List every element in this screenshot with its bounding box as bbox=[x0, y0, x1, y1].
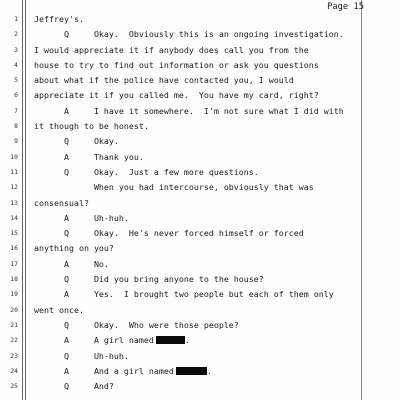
line-number: 16 bbox=[10, 244, 18, 253]
line-text bbox=[34, 303, 84, 318]
transcript-line bbox=[0, 226, 400, 241]
line-text-body: A No. bbox=[34, 258, 109, 269]
transcript-line bbox=[0, 134, 400, 149]
line-number: 7 bbox=[14, 106, 18, 115]
line-text bbox=[34, 287, 334, 302]
line-number: 10 bbox=[10, 152, 18, 161]
line-text bbox=[34, 196, 89, 211]
transcript-line bbox=[0, 119, 400, 134]
line-number: 12 bbox=[10, 183, 18, 192]
line-text-body: Q Okay. Who were those people? bbox=[34, 319, 239, 330]
line-text bbox=[34, 180, 314, 195]
line-text bbox=[34, 333, 190, 348]
line-number: 11 bbox=[10, 167, 18, 176]
redaction-block bbox=[156, 336, 185, 344]
line-number: 3 bbox=[14, 45, 18, 54]
line-number: 22 bbox=[10, 336, 18, 345]
transcript-line bbox=[0, 318, 400, 333]
line-text-body: A And a girl named bbox=[34, 365, 174, 376]
line-text bbox=[34, 364, 212, 379]
line-number: 5 bbox=[14, 76, 18, 85]
line-text-body: Q Okay. He's never forced himself or forced bbox=[34, 228, 304, 239]
transcript-line bbox=[0, 379, 400, 394]
transcript-line bbox=[0, 73, 400, 88]
line-number: 18 bbox=[10, 275, 18, 284]
line-text-body: A Yes. I brought two people but each of them only bbox=[34, 289, 334, 300]
line-text bbox=[34, 119, 149, 134]
line-text bbox=[34, 150, 144, 165]
line-text bbox=[34, 134, 119, 149]
transcript-line bbox=[0, 333, 400, 348]
line-text-body: anything on you? bbox=[34, 243, 114, 254]
line-text bbox=[34, 43, 309, 58]
line-text bbox=[34, 58, 319, 73]
line-text-body: Q Uh-huh. bbox=[34, 350, 129, 361]
line-number: 6 bbox=[14, 91, 18, 100]
line-suffix: . bbox=[184, 335, 190, 346]
transcript-line bbox=[0, 43, 400, 58]
line-number: 14 bbox=[10, 213, 18, 222]
line-number: 8 bbox=[14, 122, 18, 131]
line-text-body: consensual? bbox=[34, 197, 89, 208]
line-text-body: appreciate it if you called me. You have my card, right? bbox=[34, 90, 319, 101]
line-text-body: Q Okay. bbox=[34, 136, 119, 147]
transcript-line bbox=[0, 272, 400, 287]
transcript-line bbox=[0, 241, 400, 256]
line-text-body: Q And? bbox=[34, 381, 114, 392]
transcript-line bbox=[0, 88, 400, 103]
transcript-line bbox=[0, 257, 400, 272]
line-text-body: house to try to find out information or ask you questions bbox=[34, 59, 319, 70]
line-text bbox=[34, 104, 344, 119]
transcript-line bbox=[0, 211, 400, 226]
line-number: 9 bbox=[14, 137, 18, 146]
line-text-body: A I have it somewhere. I'm not sure what I did with bbox=[34, 105, 344, 116]
line-number: 13 bbox=[10, 198, 18, 207]
line-text bbox=[34, 211, 129, 226]
line-number: 23 bbox=[10, 351, 18, 360]
line-text-body: A A girl named bbox=[34, 335, 154, 346]
line-number: 21 bbox=[10, 320, 18, 329]
line-text bbox=[34, 226, 304, 241]
line-text bbox=[34, 27, 344, 42]
transcript-line bbox=[0, 287, 400, 302]
transcript-line bbox=[0, 196, 400, 211]
line-number: 2 bbox=[14, 30, 18, 39]
transcript-line bbox=[0, 27, 400, 42]
line-text bbox=[34, 379, 114, 394]
line-text-body: A Thank you. bbox=[34, 151, 144, 162]
transcript-line bbox=[0, 180, 400, 195]
line-text-body: When you had intercourse, obviously that was bbox=[34, 182, 314, 193]
line-text-body: Q Okay. Just a few more questions. bbox=[34, 166, 259, 177]
line-suffix: . bbox=[206, 365, 212, 376]
line-text-body: I would appreciate it if anybody does call you from the bbox=[34, 44, 309, 55]
line-text bbox=[34, 241, 114, 256]
transcript-line bbox=[0, 12, 400, 27]
line-text bbox=[34, 88, 319, 103]
redaction-block bbox=[176, 367, 207, 375]
line-text bbox=[34, 165, 259, 180]
transcript-line bbox=[0, 303, 400, 318]
line-text bbox=[34, 349, 129, 364]
line-text-body: about what if the police have contacted you, I would bbox=[34, 75, 294, 86]
line-number: 1 bbox=[14, 15, 18, 23]
line-number: 20 bbox=[10, 305, 18, 314]
line-text-body: Q Okay. Obviously this is an ongoing investigation. bbox=[34, 29, 344, 40]
line-number: 25 bbox=[10, 382, 18, 391]
line-text-body: went once. bbox=[34, 304, 84, 315]
line-text-body: Q Did you bring anyone to the house? bbox=[34, 274, 264, 285]
line-number: 4 bbox=[14, 60, 18, 69]
line-text bbox=[34, 318, 239, 333]
line-number: 17 bbox=[10, 259, 18, 268]
line-text bbox=[34, 73, 294, 88]
transcript-lines bbox=[0, 12, 400, 394]
line-text bbox=[34, 257, 109, 272]
line-number: 15 bbox=[10, 229, 18, 238]
transcript-line bbox=[0, 165, 400, 180]
transcript-line bbox=[0, 364, 400, 379]
transcript-line bbox=[0, 150, 400, 165]
transcript-line bbox=[0, 58, 400, 73]
line-text-body: it though to be honest. bbox=[34, 121, 149, 132]
line-text-body: A Uh-huh. bbox=[34, 212, 129, 223]
line-text-body: Jeffrey's. bbox=[34, 14, 84, 24]
line-text bbox=[34, 12, 84, 27]
line-number: 24 bbox=[10, 366, 18, 375]
line-text bbox=[34, 272, 264, 287]
transcript-line bbox=[0, 104, 400, 119]
line-number: 19 bbox=[10, 290, 18, 299]
page-number: Page 15 bbox=[327, 2, 364, 12]
transcript-line bbox=[0, 349, 400, 364]
